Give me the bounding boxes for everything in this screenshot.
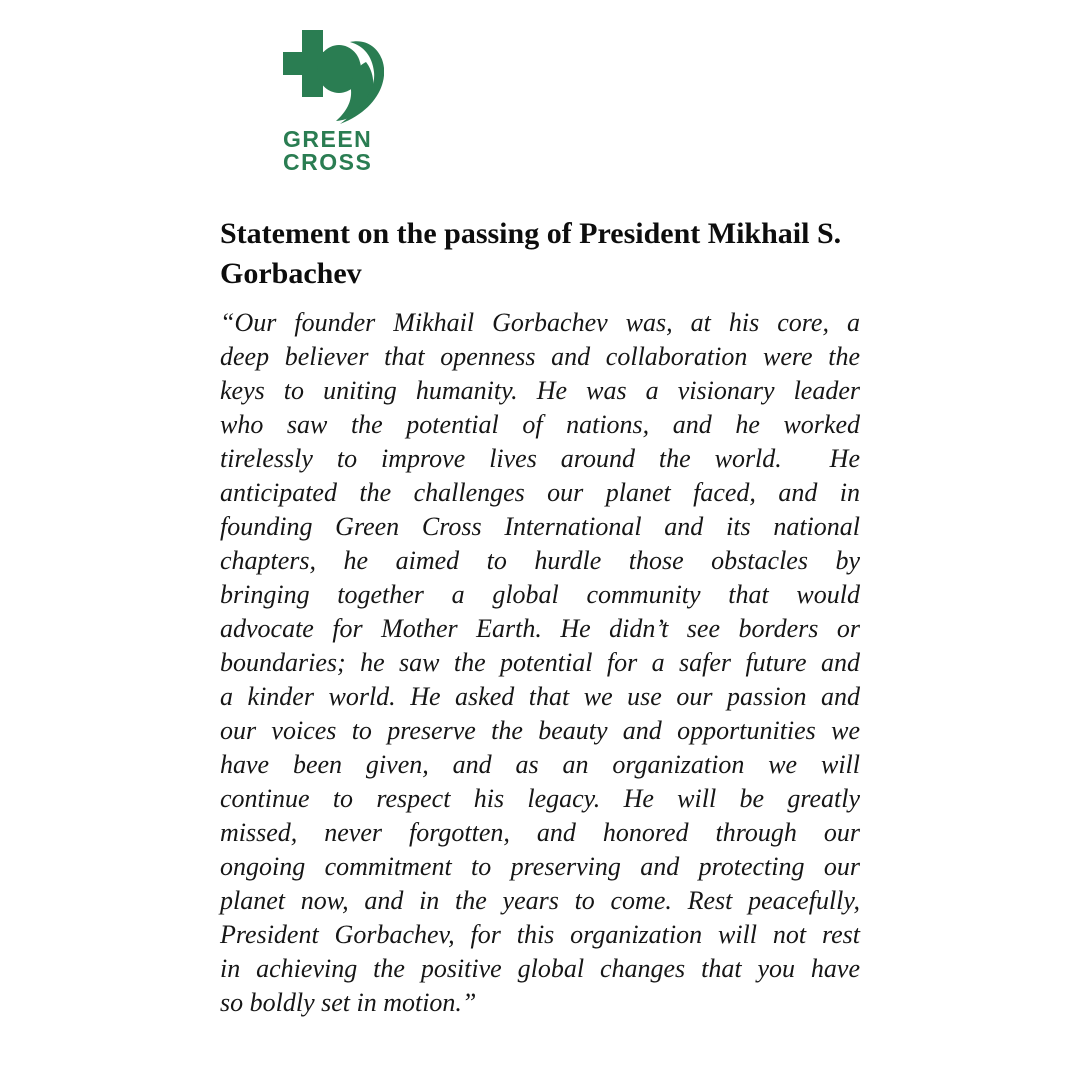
statement-line: planet now, and in the years to come. Rest peacefully,: [220, 886, 860, 915]
statement-line: President Gorbachev, for this organization will not rest: [220, 920, 860, 949]
statement-line: in achieving the positive global changes that you have: [220, 954, 860, 983]
statement-line: tirelessly to improve lives around the world. He: [220, 444, 860, 473]
logo-wordmark-green: GREEN: [283, 126, 373, 152]
statement-line: bringing together a global community that would: [220, 580, 860, 609]
statement-line: so boldly set in motion.”: [220, 988, 477, 1017]
statement-line: “Our founder Mikhail Gorbachev was, at his core, a: [220, 308, 860, 337]
statement-line: chapters, he aimed to hurdle those obstacles by: [220, 546, 860, 575]
statement-line: missed, never forgotten, and honored through our: [220, 818, 860, 847]
logo-wordmark: [283, 128, 402, 174]
statement-line: our voices to preserve the beauty and opportunities we: [220, 716, 860, 745]
statement-line: ongoing commitment to preserving and protecting our: [220, 852, 860, 881]
statement-line: anticipated the challenges our planet faced, and in: [220, 478, 860, 507]
statement-line: have been given, and as an organization we will: [220, 750, 860, 779]
statement-line: continue to respect his legacy. He will be greatly: [220, 784, 860, 813]
statement-line: who saw the potential of nations, and he worked: [220, 410, 860, 439]
statement-line: a kinder world. He asked that we use our passion and: [220, 682, 860, 711]
statement-line: keys to uniting humanity. He was a visionary leader: [220, 376, 860, 405]
statement-line: boundaries; he saw the potential for a safer future and: [220, 648, 860, 677]
green-cross-logo: [272, 20, 402, 174]
statement-title: Statement on the passing of President Mikhail S. Gorbachev: [220, 217, 842, 290]
statement-body: [220, 306, 860, 1020]
statement-line: founding Green Cross International and its national: [220, 512, 860, 541]
green-cross-leaf-icon: [272, 20, 384, 124]
logo-wordmark-cross: CROSS: [283, 149, 373, 175]
statement-line: advocate for Mother Earth. He didn’t see borders or: [220, 614, 860, 643]
statement-line: deep believer that openness and collaboration were the: [220, 342, 860, 371]
